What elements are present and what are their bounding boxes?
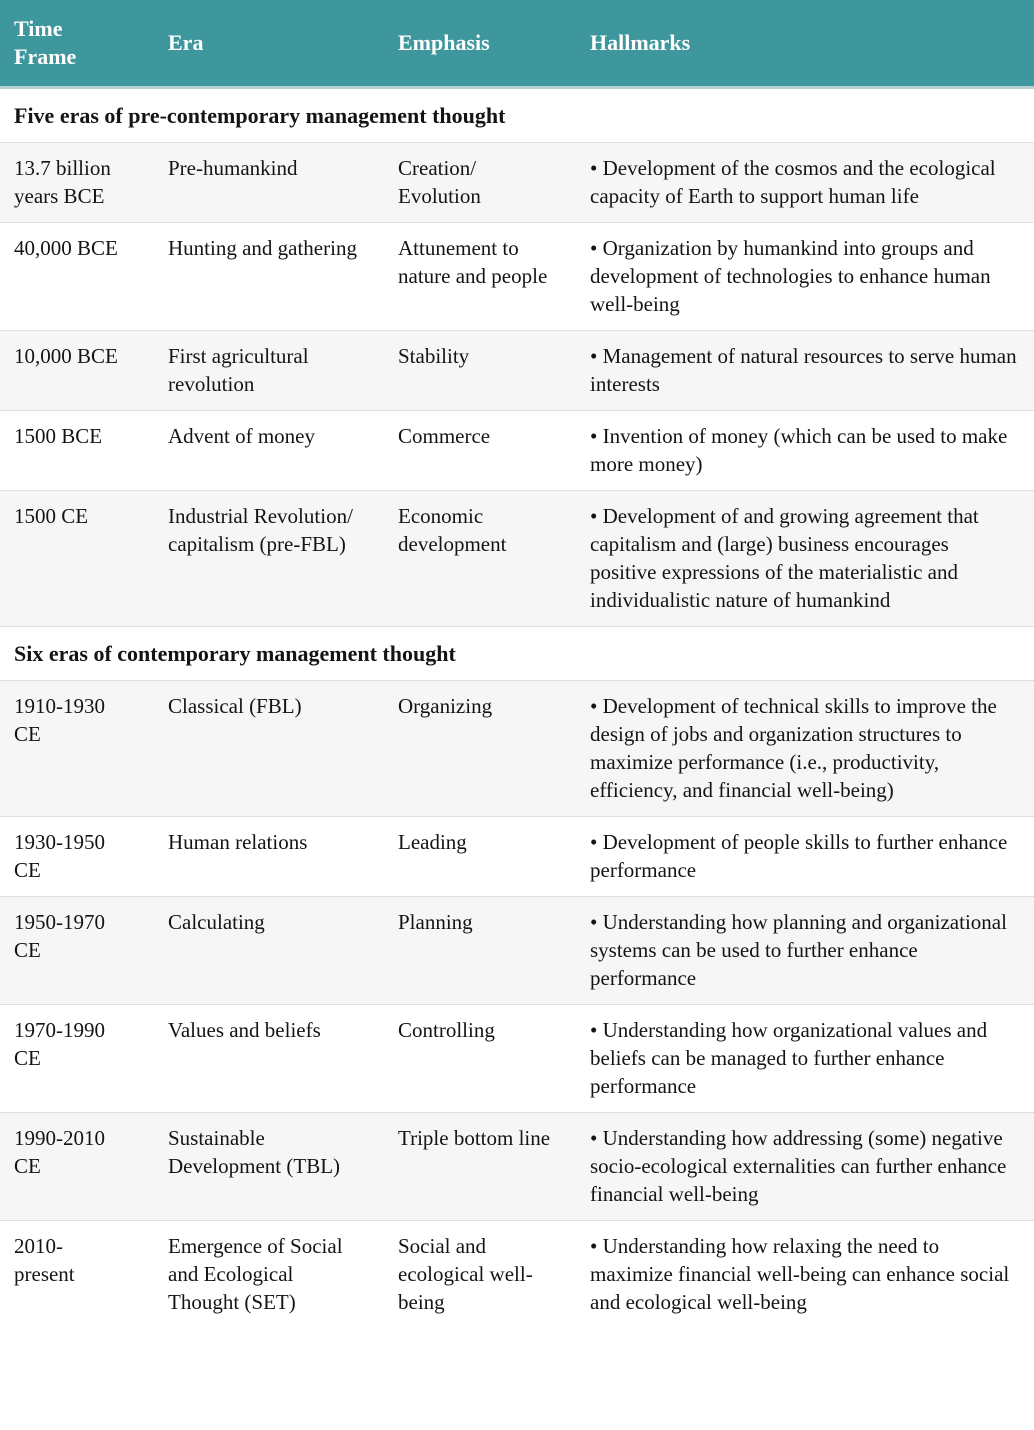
table-row bbox=[0, 143, 1034, 223]
cell-emphasis: Controlling bbox=[398, 1018, 495, 1042]
column-header-hallmarks: Hallmarks bbox=[576, 0, 1034, 88]
cell-era: Calculating bbox=[168, 910, 265, 934]
cell-era: Emergence of Social and Ecological Thought (SET) bbox=[168, 1234, 343, 1314]
cell-era: First agricultural revolution bbox=[168, 344, 309, 396]
cell-emphasis: Creation/ Evolution bbox=[398, 156, 481, 208]
cell-time-frame: 10,000 BCE bbox=[14, 344, 118, 368]
cell-hallmarks: • Understanding how addressing (some) negative socio-ecological externalities can further enhance financial well-being bbox=[590, 1126, 1007, 1206]
cell-emphasis: Economic development bbox=[398, 504, 507, 556]
cell-hallmarks: • Management of natural resources to serve human interests bbox=[590, 344, 1017, 396]
table-row bbox=[0, 411, 1034, 491]
table-row bbox=[0, 681, 1034, 817]
cell-era: Advent of money bbox=[168, 424, 315, 448]
cell-era: Industrial Revolution/ capitalism (pre-FBL) bbox=[168, 504, 353, 556]
section-header-pre-contemporary bbox=[0, 88, 1034, 143]
table-row bbox=[0, 331, 1034, 411]
cell-hallmarks: • Understanding how organizational values and beliefs can be managed to further enhance performance bbox=[590, 1018, 988, 1098]
table-row bbox=[0, 1113, 1034, 1221]
table-row bbox=[0, 223, 1034, 331]
table-header bbox=[0, 0, 1034, 88]
cell-era: Sustainable Development (TBL) bbox=[168, 1126, 341, 1178]
cell-emphasis: Organizing bbox=[398, 694, 493, 718]
cell-era: Human relations bbox=[168, 830, 308, 854]
table-row bbox=[0, 1005, 1034, 1113]
cell-hallmarks: • Development of the cosmos and the ecological capacity of Earth to support human life bbox=[590, 156, 996, 208]
cell-time-frame: 1950-1970 CE bbox=[14, 910, 105, 962]
cell-hallmarks: • Organization by humankind into groups and development of technologies to enhance human well-being bbox=[590, 236, 991, 316]
header-row bbox=[0, 0, 1034, 88]
cell-era: Values and beliefs bbox=[168, 1018, 321, 1042]
cell-time-frame: 2010-present bbox=[14, 1234, 75, 1286]
cell-time-frame: 1500 BCE bbox=[14, 424, 103, 448]
cell-time-frame: 40,000 BCE bbox=[14, 236, 118, 260]
table-row bbox=[0, 491, 1034, 627]
cell-hallmarks: • Invention of money (which can be used to make more money) bbox=[590, 424, 1008, 476]
section-title: Six eras of contemporary management thought bbox=[14, 641, 456, 666]
cell-hallmarks: • Understanding how relaxing the need to maximize financial well-being can enhance social and ecological well-being bbox=[590, 1234, 1010, 1314]
cell-hallmarks: • Development of people skills to further enhance performance bbox=[590, 830, 1008, 882]
cell-emphasis: Stability bbox=[398, 344, 470, 368]
cell-emphasis: Commerce bbox=[398, 424, 491, 448]
column-header-era: Era bbox=[154, 0, 384, 88]
cell-emphasis: Triple bottom line bbox=[398, 1126, 551, 1150]
cell-hallmarks: • Development of technical skills to improve the design of jobs and organization structures to maximize performance (i.e., productivity, efficiency, and financial well-being) bbox=[590, 694, 997, 802]
column-header-time-frame: Time Frame bbox=[0, 0, 154, 88]
cell-time-frame: 13.7 billion years BCE bbox=[14, 156, 111, 208]
column-header-emphasis: Emphasis bbox=[384, 0, 576, 88]
cell-era: Hunting and gathering bbox=[168, 236, 357, 260]
cell-emphasis: Attunement to nature and people bbox=[398, 236, 548, 288]
cell-era: Pre-humankind bbox=[168, 156, 298, 180]
section-header-contemporary bbox=[0, 627, 1034, 681]
cell-hallmarks: • Development of and growing agreement that capitalism and (large) business encourages positive expressions of the materialistic and individualistic nature of humankind bbox=[590, 504, 979, 612]
cell-time-frame: 1930-1950 CE bbox=[14, 830, 105, 882]
cell-emphasis: Social and ecological well-being bbox=[398, 1234, 533, 1314]
section-title: Five eras of pre-contemporary management thought bbox=[14, 103, 506, 128]
cell-era: Classical (FBL) bbox=[168, 694, 302, 718]
cell-hallmarks: • Understanding how planning and organizational systems can be used to further enhance performance bbox=[590, 910, 1007, 990]
table-row bbox=[0, 817, 1034, 897]
cell-emphasis: Leading bbox=[398, 830, 467, 854]
cell-time-frame: 1910-1930 CE bbox=[14, 694, 105, 746]
table-row bbox=[0, 897, 1034, 1005]
cell-time-frame: 1500 CE bbox=[14, 504, 89, 528]
cell-time-frame: 1970-1990 CE bbox=[14, 1018, 105, 1070]
cell-emphasis: Planning bbox=[398, 910, 473, 934]
table-row bbox=[0, 1221, 1034, 1329]
cell-time-frame: 1990-2010 CE bbox=[14, 1126, 105, 1178]
